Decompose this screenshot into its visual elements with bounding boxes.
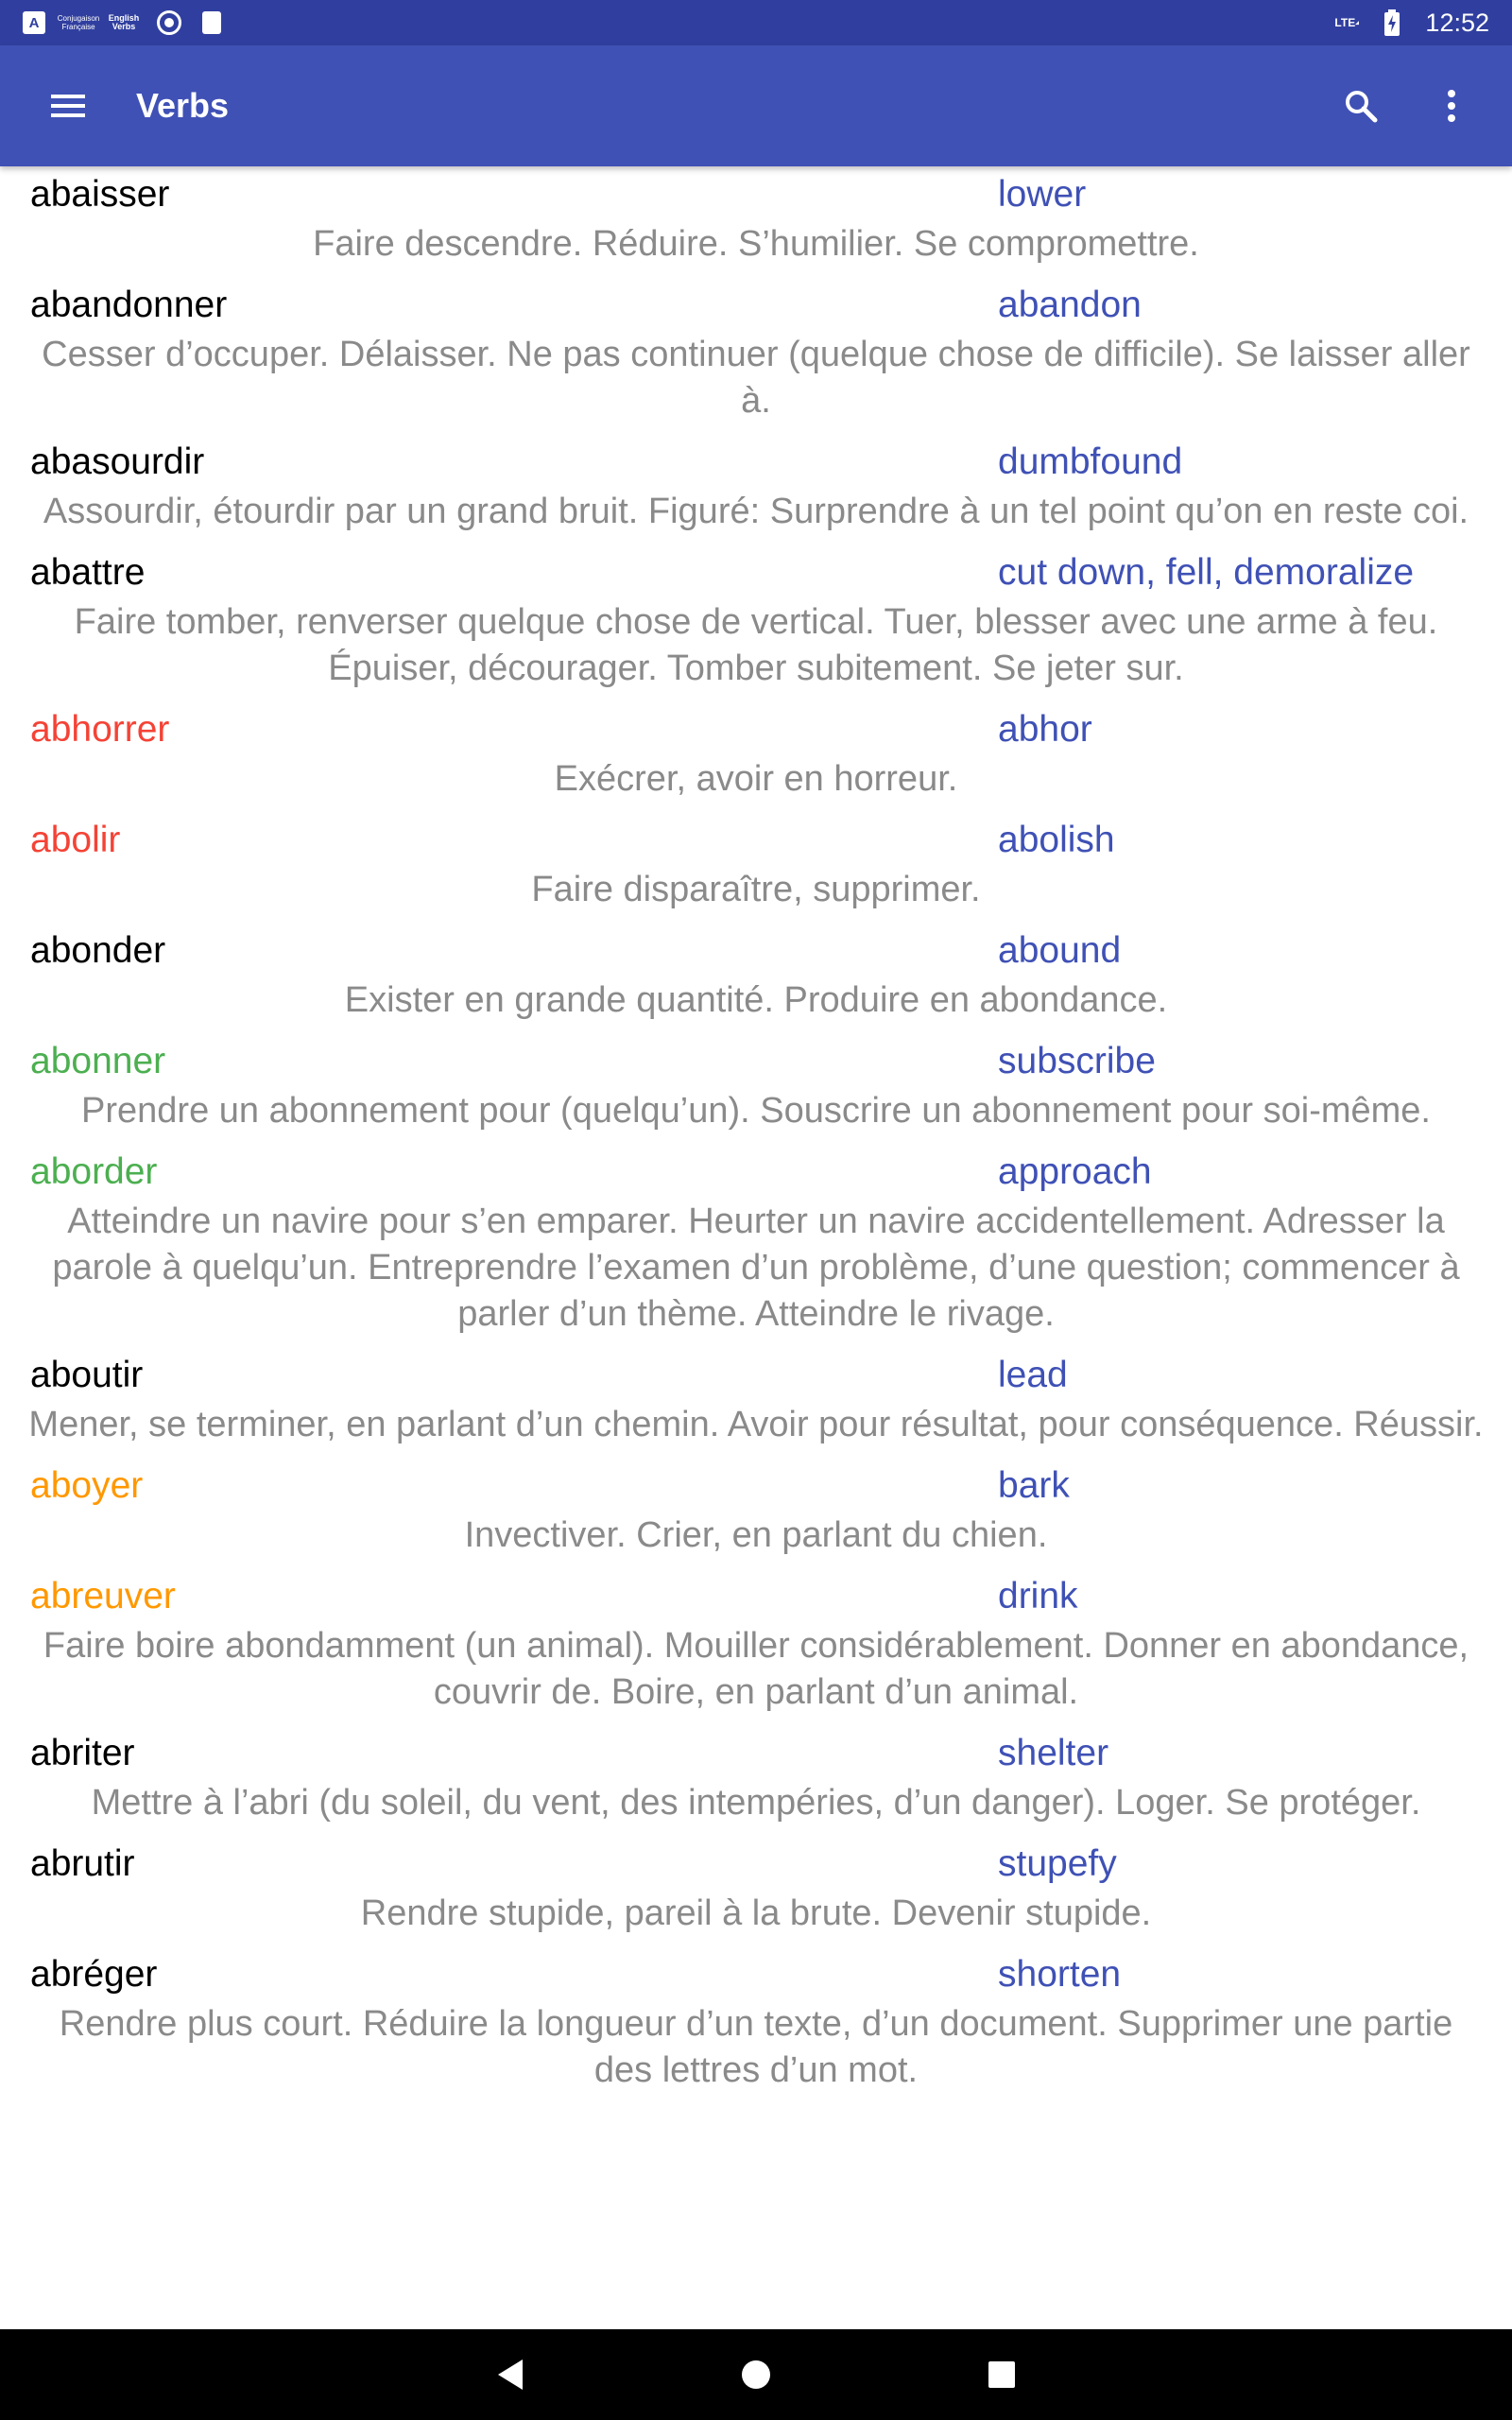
verb-header-row	[0, 1725, 1512, 1780]
verb-definition: Atteindre un navire pour s’en emparer. Heurter un navire accidentellement. Adresser la parole à quelqu’un. Entreprendre l’examen d’un problème, d’une question; commencer à parler d’un thème. Atteindre le rivage.	[52, 1201, 1460, 1334]
verb-header-row	[0, 1568, 1512, 1623]
notification-sd-card-icon	[202, 11, 221, 34]
english-translation: abandon	[998, 285, 1142, 325]
french-verb: abhorrer	[30, 709, 170, 750]
lte-label: LTE	[1334, 16, 1356, 29]
english-translation: lower	[998, 174, 1087, 215]
battery-charging-icon	[1380, 10, 1404, 35]
english-translation: dumbfound	[998, 441, 1183, 482]
verb-header-row	[0, 923, 1512, 977]
english-translation: bark	[998, 1465, 1070, 1506]
verb-definition: Exister en grande quantité. Produire en abondance.	[344, 980, 1168, 1020]
home-circle-icon	[740, 2359, 772, 2391]
verb-header-row	[0, 1347, 1512, 1402]
search-icon	[1342, 87, 1380, 125]
french-verb: abonner	[30, 1041, 166, 1081]
verb-definition: Faire descendre. Réduire. S’humilier. Se compromettre.	[313, 224, 1199, 264]
list-item[interactable]	[0, 1033, 1512, 1144]
english-translation: abhor	[998, 709, 1092, 750]
system-navigation-bar	[0, 2329, 1512, 2420]
list-item[interactable]	[0, 701, 1512, 812]
french-verb: abriter	[30, 1733, 135, 1773]
menu-button[interactable]	[0, 45, 136, 166]
recents-button[interactable]	[973, 2346, 1030, 2403]
english-translation: lead	[998, 1355, 1068, 1395]
list-item[interactable]	[0, 544, 1512, 701]
notification-english-verbs-icon: English Verbs	[108, 13, 140, 31]
verb-definition: Faire boire abondamment (un animal). Mouiller considérablement. Donner en abondance, couvrir de. Boire, en parlant d’un animal.	[43, 1626, 1469, 1712]
french-verb: abrutir	[30, 1843, 135, 1884]
back-triangle-icon	[494, 2358, 526, 2392]
notification-conjugaison-icon: Conjugaison Française	[57, 14, 100, 31]
notification-record-icon	[157, 10, 181, 35]
search-button[interactable]	[1315, 45, 1406, 166]
home-button[interactable]	[728, 2346, 784, 2403]
french-verb: abaisser	[30, 174, 170, 215]
french-verb: abattre	[30, 552, 146, 593]
verb-header-row	[0, 166, 1512, 221]
verb-definition: Mener, se terminer, en parlant d’un chemin. Avoir pour résultat, pour conséquence. Réussir.	[28, 1405, 1484, 1444]
english-translation: subscribe	[998, 1041, 1156, 1081]
english-translation: drink	[998, 1576, 1078, 1616]
verb-header-row	[0, 812, 1512, 867]
list-item[interactable]	[0, 166, 1512, 277]
more-vert-icon	[1446, 87, 1457, 125]
list-item[interactable]	[0, 1458, 1512, 1568]
french-verb: abréger	[30, 1954, 158, 1995]
notification-a-icon: A	[23, 11, 45, 34]
list-item[interactable]	[0, 1568, 1512, 1725]
verb-definition: Rendre stupide, pareil à la brute. Devenir stupide.	[360, 1893, 1152, 1933]
back-button[interactable]	[482, 2346, 539, 2403]
verb-definition: Invectiver. Crier, en parlant du chien.	[464, 1515, 1048, 1555]
verb-header-row	[0, 544, 1512, 599]
verb-definition: Exécrer, avoir en horreur.	[554, 759, 958, 799]
verb-definition: Faire tomber, renverser quelque chose de vertical. Tuer, blesser avec une arme à feu. Épuiser, décourager. Tomber subitement. Se jeter sur.	[74, 602, 1438, 688]
english-translation: abound	[998, 930, 1122, 971]
english-translation: abolish	[998, 820, 1115, 860]
french-verb: abolir	[30, 820, 121, 860]
hamburger-menu-icon	[49, 92, 87, 120]
verb-definition: Faire disparaître, supprimer.	[531, 870, 981, 909]
verb-definition: Rendre plus court. Réduire la longueur d’un texte, d’un document. Supprimer une partie des lettres d’un mot.	[59, 2004, 1453, 2090]
signal-icon	[1334, 10, 1359, 35]
english-translation: cut down, fell, demoralize	[998, 552, 1415, 593]
clock-time: 12:52	[1425, 8, 1489, 37]
list-item[interactable]	[0, 812, 1512, 923]
french-verb: aborder	[30, 1151, 158, 1192]
verb-definition: Assourdir, étourdir par un grand bruit. Figuré: Surprendre à un tel point qu’on en reste coi.	[43, 492, 1469, 531]
verb-definition: Mettre à l’abri (du soleil, du vent, des intempéries, d’un danger). Loger. Se protéger.	[91, 1783, 1421, 1823]
verb-header-row	[0, 1836, 1512, 1891]
list-item[interactable]	[0, 923, 1512, 1033]
english-translation: shelter	[998, 1733, 1109, 1773]
french-verb: abreuver	[30, 1576, 176, 1616]
list-item[interactable]	[0, 1144, 1512, 1347]
app-bar	[0, 45, 1512, 166]
verb-header-row	[0, 277, 1512, 332]
list-item[interactable]	[0, 277, 1512, 434]
page-title: Verbs	[136, 86, 230, 125]
verb-header-row	[0, 1033, 1512, 1088]
verb-header-row	[0, 1458, 1512, 1512]
english-translation: approach	[998, 1151, 1152, 1192]
verb-definition: Prendre un abonnement pour (quelqu’un). Souscrire un abonnement pour soi-même.	[81, 1091, 1431, 1131]
verb-header-row	[0, 1144, 1512, 1199]
list-item[interactable]	[0, 1946, 1512, 2103]
overflow-menu-button[interactable]	[1406, 45, 1497, 166]
verb-header-row	[0, 701, 1512, 756]
list-item[interactable]	[0, 1725, 1512, 1836]
verb-list[interactable]	[0, 166, 1512, 2329]
french-verb: abandonner	[30, 285, 228, 325]
recents-square-icon	[988, 2360, 1016, 2389]
verb-header-row	[0, 1946, 1512, 2001]
english-translation: stupefy	[998, 1843, 1117, 1884]
status-bar	[0, 0, 1512, 45]
french-verb: aboyer	[30, 1465, 144, 1506]
list-item[interactable]	[0, 434, 1512, 544]
list-item[interactable]	[0, 1836, 1512, 1946]
french-verb: aboutir	[30, 1355, 144, 1395]
verb-header-row	[0, 434, 1512, 489]
english-translation: shorten	[998, 1954, 1122, 1995]
french-verb: abasourdir	[30, 441, 205, 482]
verb-definition: Cesser d’occuper. Délaisser. Ne pas continuer (quelque chose de difficile). Se laisser aller à.	[42, 335, 1470, 421]
french-verb: abonder	[30, 930, 166, 971]
list-item[interactable]	[0, 1347, 1512, 1458]
